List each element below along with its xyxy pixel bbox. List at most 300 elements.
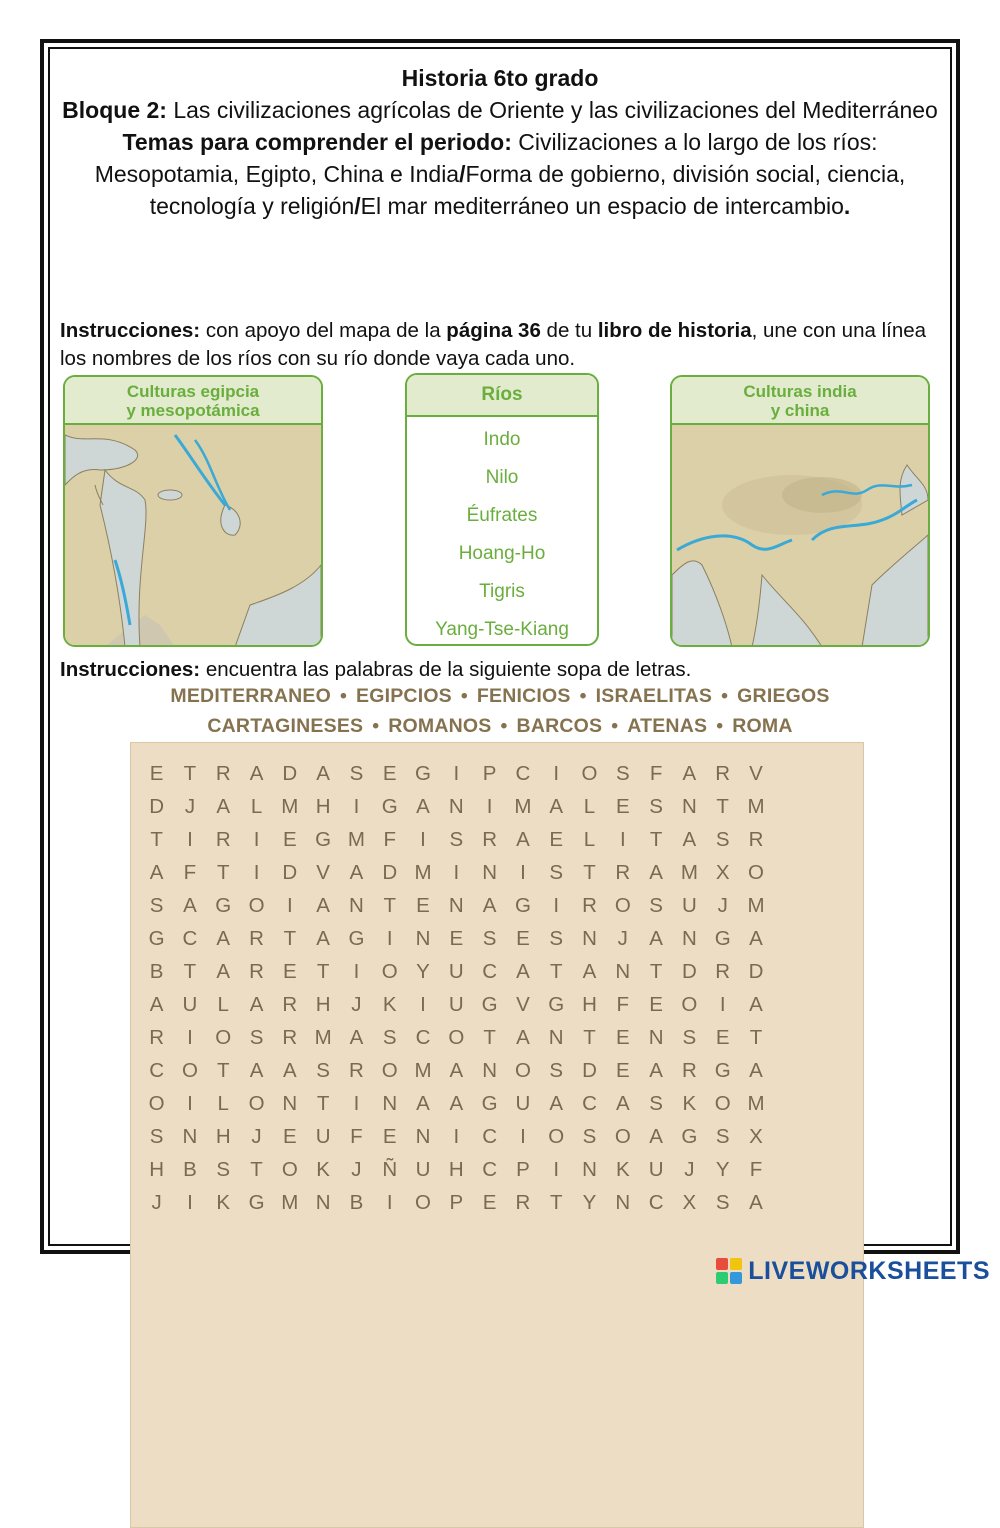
grid-letter[interactable]: L [583, 828, 596, 851]
grid-letter[interactable]: R [215, 762, 231, 785]
grid-letter[interactable]: D [282, 861, 298, 884]
grid-letter[interactable]: K [615, 1158, 630, 1181]
grid-letter[interactable]: A [649, 1125, 663, 1148]
grid-letter[interactable]: I [253, 828, 260, 851]
grid-letter[interactable]: M [514, 795, 532, 818]
grid-letter[interactable]: N [315, 1191, 331, 1214]
grid-letter[interactable]: A [282, 1059, 297, 1082]
grid-letter[interactable]: T [716, 795, 729, 818]
grid-letter[interactable]: J [351, 993, 362, 1016]
grid-letter[interactable]: C [482, 1158, 498, 1181]
grid-letter[interactable]: A [549, 795, 564, 818]
grid-letter[interactable]: A [316, 762, 330, 785]
grid-letter[interactable]: N [349, 894, 364, 917]
grid-letter[interactable]: I [520, 1125, 526, 1148]
grid-letter[interactable]: A [316, 894, 330, 917]
grid-letter[interactable]: N [482, 861, 498, 884]
grid-letter[interactable]: A [749, 1191, 763, 1214]
grid-letter[interactable]: I [286, 894, 293, 917]
grid-letter[interactable]: T [383, 894, 396, 917]
grid-letter[interactable]: A [482, 894, 497, 917]
grid-letter[interactable]: S [649, 795, 663, 818]
grid-letter[interactable]: S [549, 1059, 564, 1082]
grid-letter[interactable]: J [151, 1191, 162, 1214]
grid-letter[interactable]: Y [715, 1158, 730, 1181]
grid-letter[interactable]: T [316, 1092, 330, 1115]
grid-letter[interactable]: S [382, 1026, 397, 1049]
grid-letter[interactable]: I [386, 1191, 393, 1214]
word-item: ATENAS [627, 715, 708, 737]
grid-letter[interactable]: A [349, 1026, 364, 1049]
temas-text-1: Civilizaciones a lo largo de los ríos: Mesopotamia, Egipto, China e India [94, 129, 878, 187]
grid-letter[interactable]: A [249, 993, 264, 1016]
grid-letter[interactable]: I [187, 1092, 193, 1115]
grid-letter[interactable]: N [282, 1092, 298, 1115]
grid-letter[interactable]: R [282, 993, 298, 1016]
grid-letter[interactable]: G [381, 795, 398, 818]
grid-letter[interactable]: B [183, 1158, 197, 1181]
grid-letter[interactable]: S [349, 762, 364, 785]
grid-letter[interactable]: O [581, 762, 598, 785]
grid-letter[interactable]: Y [582, 1191, 597, 1214]
grid-letter[interactable]: O [448, 1026, 465, 1049]
grid-row [140, 757, 852, 790]
grid-letter[interactable]: R [515, 1191, 531, 1214]
grid-letter[interactable]: P [516, 1158, 530, 1181]
grid-letter[interactable]: I [353, 960, 360, 983]
map-right-image [672, 425, 928, 647]
grid-letter[interactable]: E [149, 762, 164, 785]
grid-letter[interactable]: T [216, 1059, 230, 1082]
grid-letter[interactable]: F [616, 993, 630, 1016]
grid-letter[interactable]: M [680, 861, 698, 884]
grid-letter[interactable]: E [282, 828, 297, 851]
grid-letter[interactable]: N [482, 1059, 498, 1082]
grid-letter[interactable]: G [215, 894, 232, 917]
grid-letter[interactable]: A [449, 1092, 464, 1115]
grid-letter[interactable]: R [681, 1059, 697, 1082]
grid-letter[interactable]: I [486, 795, 493, 818]
grid-letter[interactable]: U [415, 1158, 431, 1181]
grid-letter[interactable]: T [649, 828, 663, 851]
grid-letter[interactable]: D [748, 960, 764, 983]
grid-letter[interactable]: J [184, 795, 196, 818]
grid-letter[interactable]: E [615, 1026, 630, 1049]
grid-letter[interactable]: I [453, 762, 460, 785]
grid-letter[interactable]: S [149, 1125, 164, 1148]
grid-letter[interactable]: A [649, 927, 663, 950]
grid-letter[interactable]: E [416, 894, 430, 917]
grid-letter[interactable]: N [681, 795, 697, 818]
grid-letter[interactable]: P [449, 1191, 464, 1214]
grid-row [140, 988, 852, 1021]
grid-letter[interactable]: O [714, 1092, 731, 1115]
grid-letter[interactable]: O [748, 861, 764, 884]
word-item: ROMA [732, 715, 793, 737]
grid-letter[interactable]: A [649, 861, 663, 884]
grid-letter[interactable]: C [482, 1125, 498, 1148]
grid-letter[interactable]: V [749, 762, 763, 785]
grid-letter[interactable]: Ñ [382, 1158, 398, 1181]
grid-letter[interactable]: E [382, 762, 397, 785]
grid-letter[interactable]: G [681, 1125, 698, 1148]
grid-letter[interactable]: E [282, 1125, 297, 1148]
grid-letter[interactable]: O [248, 894, 265, 917]
grid-letter[interactable]: C [415, 1026, 431, 1049]
grid-letter[interactable]: X [749, 1125, 763, 1148]
grid-letter[interactable]: G [714, 927, 731, 950]
grid-letter[interactable]: H [315, 993, 331, 1016]
grid-letter[interactable]: V [316, 861, 330, 884]
grid-letter[interactable]: R [149, 1026, 165, 1049]
grid-letter[interactable]: T [483, 1026, 496, 1049]
grid-letter[interactable]: M [347, 828, 365, 851]
grid-letter[interactable]: I [353, 1092, 360, 1115]
grid-letter[interactable]: E [649, 993, 663, 1016]
grid-letter[interactable]: A [416, 1092, 430, 1115]
grid-letter[interactable]: D [582, 1059, 597, 1082]
grid-letter[interactable]: A [216, 927, 231, 950]
grid-letter[interactable]: O [614, 894, 631, 917]
grid-letter[interactable]: R [615, 861, 631, 884]
grid-letter[interactable]: N [448, 795, 464, 818]
grid-letter[interactable]: A [216, 960, 231, 983]
bloque-line [55, 94, 945, 126]
river-item[interactable]: Nilo [485, 467, 519, 488]
grid-letter[interactable]: I [553, 894, 560, 917]
grid-letter[interactable]: O [381, 960, 398, 983]
liveworksheets-brand [716, 1253, 990, 1289]
grid-letter[interactable]: O [248, 1092, 265, 1115]
grid-letter[interactable]: F [183, 861, 197, 884]
grid-letter[interactable]: A [183, 894, 197, 917]
grid-letter[interactable]: I [386, 927, 393, 950]
grid-letter[interactable]: A [516, 1026, 530, 1049]
grid-letter[interactable]: F [749, 1158, 763, 1181]
grid-letter[interactable]: O [614, 1125, 631, 1148]
grid-row [140, 823, 852, 856]
river-item[interactable]: Yang-Tse-Kiang [435, 619, 569, 640]
grid-letter[interactable]: N [582, 927, 597, 950]
grid-letter[interactable]: A [316, 927, 330, 950]
grid-letter[interactable]: L [217, 1092, 229, 1115]
grid-letter[interactable]: D [681, 960, 697, 983]
grid-letter[interactable]: U [448, 993, 464, 1016]
grid-letter[interactable]: B [149, 960, 164, 983]
grid-letter[interactable]: J [251, 1125, 262, 1148]
grid-letter[interactable]: T [749, 1026, 763, 1049]
instructions-label: Instrucciones: [60, 319, 201, 342]
grid-letter[interactable]: A [416, 795, 430, 818]
grid-letter[interactable]: I [619, 828, 626, 851]
grid-letter[interactable]: S [715, 1125, 730, 1148]
grid-letter[interactable]: I [719, 993, 726, 1016]
grid-letter[interactable]: S [615, 762, 630, 785]
grid-letter[interactable]: G [548, 993, 565, 1016]
grid-letter[interactable]: A [216, 795, 231, 818]
instr1-text-2: de tu [540, 319, 598, 342]
grid-letter[interactable]: A [682, 828, 697, 851]
grid-letter[interactable]: I [253, 861, 260, 884]
grid-letter[interactable]: A [349, 861, 364, 884]
grid-letter[interactable]: L [583, 795, 596, 818]
brand-text: LIVEWORKSHEETS [748, 1256, 990, 1285]
grid-letter[interactable]: A [749, 1059, 763, 1082]
grid-letter[interactable]: I [453, 861, 460, 884]
grid-letter[interactable]: N [448, 894, 464, 917]
grid-letter[interactable]: M [281, 795, 299, 818]
grid-letter[interactable]: A [649, 1059, 663, 1082]
grid-letter[interactable]: A [249, 762, 264, 785]
grid-letter[interactable]: H [315, 795, 331, 818]
grid-letter[interactable]: S [715, 828, 730, 851]
grid-letter[interactable]: U [515, 1092, 531, 1115]
grid-letter[interactable]: R [715, 960, 731, 983]
grid-letter[interactable]: R [748, 828, 764, 851]
grid-letter[interactable]: K [682, 1092, 697, 1115]
grid-letter[interactable]: I [420, 828, 426, 851]
grid-letter[interactable]: G [148, 927, 165, 950]
grid-letter[interactable]: A [582, 960, 597, 983]
grid-letter[interactable]: U [315, 1125, 331, 1148]
grid-letter[interactable]: N [415, 927, 431, 950]
grid-letter[interactable]: S [549, 861, 564, 884]
grid-letter[interactable]: A [516, 960, 530, 983]
grid-letter[interactable]: A [516, 828, 530, 851]
grid-letter[interactable]: T [250, 1158, 263, 1181]
grid-letter[interactable]: N [582, 1158, 597, 1181]
grid-letter[interactable]: O [381, 1059, 398, 1082]
grid-letter[interactable]: O [281, 1158, 298, 1181]
grid-letter[interactable]: K [216, 1191, 231, 1214]
grid-letter[interactable]: T [649, 960, 663, 983]
river-item[interactable]: Indo [483, 429, 521, 450]
grid-letter[interactable]: I [453, 1125, 460, 1148]
grid-letter[interactable]: M [747, 894, 765, 917]
map-india-china [670, 375, 930, 647]
grid-letter[interactable]: K [316, 1158, 330, 1181]
map-right-title [672, 377, 928, 425]
grid-letter[interactable]: S [482, 927, 497, 950]
grid-letter[interactable]: H [215, 1125, 231, 1148]
grid-letter[interactable]: E [482, 1191, 497, 1214]
grid-letter[interactable]: E [449, 927, 464, 950]
grid-letter[interactable]: S [682, 1026, 697, 1049]
grid-letter[interactable]: F [649, 762, 663, 785]
grid-letter[interactable]: O [415, 1191, 431, 1214]
worksheet-title: Historia 6to grado [401, 65, 599, 91]
grid-letter[interactable]: U [681, 894, 697, 917]
grid-letter[interactable]: F [383, 828, 396, 851]
grid-letter[interactable]: O [148, 1092, 165, 1115]
grid-letter[interactable]: A [549, 1092, 564, 1115]
grid-letter[interactable]: M [314, 1026, 332, 1049]
grid-letter[interactable]: I [420, 993, 426, 1016]
grid-letter[interactable]: B [349, 1191, 364, 1214]
grid-letter[interactable]: I [520, 861, 526, 884]
grid-letter[interactable]: C [648, 1191, 664, 1214]
grid-letter[interactable]: A [749, 993, 763, 1016]
grid-letter[interactable]: A [249, 1059, 264, 1082]
grid-letter[interactable]: G [315, 828, 332, 851]
grid-letter[interactable]: S [549, 927, 564, 950]
grid-letter[interactable]: T [150, 828, 163, 851]
grid-letter[interactable]: I [187, 1026, 193, 1049]
grid-letter[interactable]: N [615, 1191, 631, 1214]
grid-letter[interactable]: G [714, 1059, 731, 1082]
grid-letter[interactable]: C [149, 1059, 165, 1082]
grid-letter[interactable]: S [149, 894, 164, 917]
word-list-line1 [100, 685, 900, 708]
grid-letter[interactable]: N [648, 1026, 664, 1049]
grid-letter[interactable]: U [648, 1158, 664, 1181]
grid-letter[interactable]: O [181, 1059, 198, 1082]
grid-letter[interactable]: G [348, 927, 365, 950]
grid-letter[interactable]: O [548, 1125, 565, 1148]
grid-letter[interactable]: E [615, 1059, 630, 1082]
word-search-grid[interactable] [140, 757, 852, 1219]
grid-letter[interactable]: I [553, 1158, 560, 1181]
grid-letter[interactable]: D [149, 795, 165, 818]
map-right-title-line2: y china [770, 401, 830, 420]
grid-letter[interactable]: T [316, 960, 330, 983]
grid-letter[interactable]: S [649, 894, 663, 917]
word-item: MEDITERRANEO [170, 685, 331, 707]
grid-letter[interactable]: T [183, 762, 197, 785]
grid-letter[interactable]: S [649, 1092, 663, 1115]
grid-letter[interactable]: G [514, 894, 531, 917]
grid-letter[interactable]: R [582, 894, 597, 917]
grid-letter[interactable]: R [249, 960, 264, 983]
grid-letter[interactable]: M [281, 1191, 299, 1214]
grid-letter[interactable]: R [715, 762, 731, 785]
grid-letter[interactable]: G [248, 1191, 265, 1214]
grid-letter[interactable]: I [187, 828, 193, 851]
grid-letter[interactable]: E [382, 1125, 397, 1148]
grid-letter[interactable]: G [481, 993, 498, 1016]
period: . [843, 193, 851, 219]
grid-letter[interactable]: N [548, 1026, 564, 1049]
grid-letter[interactable]: H [582, 993, 597, 1016]
grid-letter[interactable]: J [717, 894, 728, 917]
grid-letter[interactable]: A [149, 861, 164, 884]
grid-letter[interactable]: N [182, 1125, 198, 1148]
grid-letter[interactable]: O [215, 1026, 232, 1049]
grid-letter[interactable]: X [715, 861, 730, 884]
grid-letter[interactable]: R [249, 927, 264, 950]
grid-letter[interactable]: T [549, 1191, 563, 1214]
grid-letter[interactable]: T [283, 927, 297, 950]
grid-letter[interactable]: M [747, 795, 765, 818]
grid-letter[interactable]: I [187, 1191, 193, 1214]
grid-letter[interactable]: D [282, 762, 298, 785]
grid-letter[interactable]: R [349, 1059, 364, 1082]
grid-letter[interactable]: D [382, 861, 398, 884]
grid-letter[interactable]: A [149, 993, 164, 1016]
grid-letter[interactable]: M [747, 1092, 765, 1115]
grid-letter[interactable]: H [448, 1158, 464, 1181]
grid-letter[interactable]: S [249, 1026, 264, 1049]
river-item[interactable]: Hoang-Ho [458, 543, 546, 564]
grid-letter[interactable]: T [183, 960, 197, 983]
grid-letter[interactable]: U [448, 960, 464, 983]
grid-letter[interactable]: R [215, 828, 231, 851]
grid-letter[interactable]: N [681, 927, 697, 950]
grid-letter[interactable]: S [216, 1158, 231, 1181]
instr1-text-3: , une con una línea los nombres de los ríos con su río donde vaya cada uno. [60, 319, 927, 370]
grid-letter[interactable]: O [681, 993, 698, 1016]
map-left-title-line1: Culturas egipcia [126, 382, 260, 401]
grid-letter[interactable]: E [549, 828, 564, 851]
grid-letter[interactable]: M [414, 1059, 432, 1082]
grid-letter[interactable]: P [482, 762, 497, 785]
grid-letter[interactable]: A [449, 1059, 464, 1082]
grid-letter[interactable]: R [482, 828, 498, 851]
grid-letter[interactable]: H [149, 1158, 165, 1181]
grid-letter[interactable]: I [353, 795, 360, 818]
grid-letter[interactable]: O [514, 1059, 531, 1082]
grid-letter[interactable]: T [583, 861, 596, 884]
grid-letter[interactable]: R [282, 1026, 298, 1049]
grid-letter[interactable]: S [582, 1125, 597, 1148]
grid-letter[interactable]: N [382, 1092, 398, 1115]
grid-letter[interactable]: F [350, 1125, 363, 1148]
grid-letter[interactable]: C [582, 1092, 597, 1115]
grid-letter[interactable]: T [549, 960, 563, 983]
grid-letter[interactable]: L [217, 993, 229, 1016]
river-item[interactable]: Éufrates [466, 505, 538, 526]
grid-letter[interactable]: J [684, 1158, 695, 1181]
grid-letter[interactable]: E [615, 795, 630, 818]
grid-letter[interactable]: N [415, 1125, 431, 1148]
grid-letter[interactable]: V [516, 993, 530, 1016]
map-left-title [65, 377, 321, 425]
grid-letter[interactable]: G [481, 1092, 498, 1115]
grid-letter[interactable]: J [351, 1158, 362, 1181]
grid-letter[interactable]: N [615, 960, 631, 983]
grid-letter[interactable]: M [414, 861, 432, 884]
grid-letter[interactable]: I [553, 762, 560, 785]
grid-letter[interactable]: S [715, 1191, 730, 1214]
grid-letter[interactable]: E [516, 927, 530, 950]
grid-letter[interactable]: U [182, 993, 198, 1016]
map-egypt-mesopotamia [63, 375, 323, 647]
grid-letter[interactable]: T [583, 1026, 596, 1049]
grid-letter[interactable]: A [682, 762, 697, 785]
grid-letter[interactable]: C [182, 927, 198, 950]
grid-letter[interactable]: Y [416, 960, 430, 983]
grid-letter[interactable]: A [615, 1092, 630, 1115]
map-left-image [65, 425, 321, 647]
grid-letter[interactable]: S [316, 1059, 330, 1082]
grid-letter[interactable]: K [382, 993, 397, 1016]
grid-letter[interactable]: S [449, 828, 464, 851]
grid-letter[interactable]: E [282, 960, 297, 983]
grid-letter[interactable]: T [216, 861, 230, 884]
grid-row [140, 1186, 852, 1219]
grid-letter[interactable]: C [482, 960, 498, 983]
grid-letter[interactable]: G [415, 762, 431, 785]
grid-letter[interactable]: E [715, 1026, 730, 1049]
grid-letter[interactable]: C [515, 762, 531, 785]
slash-1: / [459, 161, 466, 187]
grid-letter[interactable]: J [617, 927, 628, 950]
grid-letter[interactable]: L [250, 795, 263, 818]
instr2-text: encuentra las palabras de la siguiente sopa de letras. [200, 658, 692, 681]
grid-letter[interactable]: X [682, 1191, 697, 1214]
grid-letter[interactable]: A [749, 927, 763, 950]
river-item[interactable]: Tigris [479, 581, 525, 602]
